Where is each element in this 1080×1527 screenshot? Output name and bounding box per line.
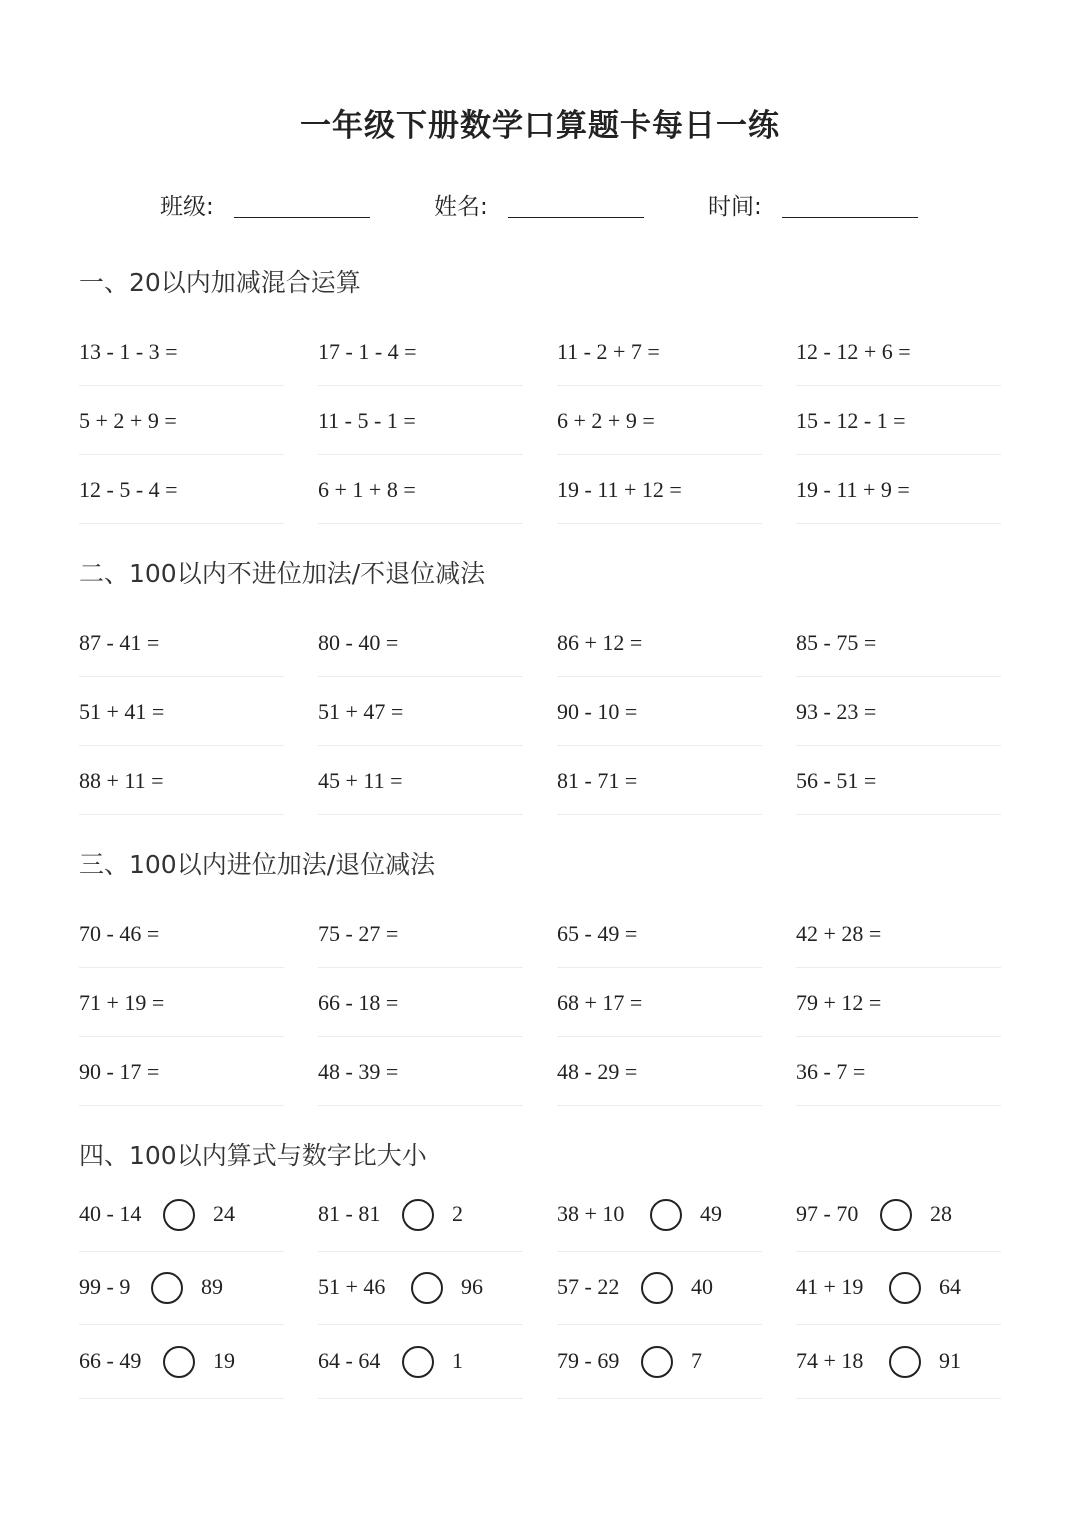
compare-answer-circle[interactable] [411,1272,443,1304]
problem-expression: 51 + 41 = [79,699,165,724]
compare-number: 2 [452,1201,463,1226]
problem-cell [557,616,762,685]
problem-expression: 81 - 71 = [557,768,638,793]
problem-cell [557,463,762,532]
compare-number: 89 [201,1274,223,1299]
compare-cell [557,1188,762,1261]
problem-cell [557,685,762,754]
answer-line [79,745,284,746]
compare-cell [79,1335,284,1408]
answer-line [796,814,1001,815]
answer-line [79,676,284,677]
problem-expression: 66 - 18 = [318,990,399,1015]
problem-expression: 19 - 11 + 9 = [796,477,910,502]
problem-expression: 68 + 17 = [557,990,643,1015]
answer-line [318,1324,523,1325]
compare-expression: 51 + 46 [318,1274,386,1299]
problem-expression: 42 + 28 = [796,921,882,946]
compare-answer-circle[interactable] [889,1272,921,1304]
problem-cell [796,685,1001,754]
problem-expression: 56 - 51 = [796,768,877,793]
compare-answer-circle[interactable] [641,1272,673,1304]
problem-expression: 75 - 27 = [318,921,399,946]
problem-cell [79,907,284,976]
problem-expression: 17 - 1 - 4 = [318,339,417,364]
answer-line [318,1251,523,1252]
problem-expression: 65 - 49 = [557,921,638,946]
problem-expression: 13 - 1 - 3 = [79,339,178,364]
problem-cell [796,976,1001,1045]
problem-expression: 6 + 2 + 9 = [557,408,655,433]
problem-cell [796,616,1001,685]
answer-line [318,745,523,746]
compare-expression: 57 - 22 [557,1274,620,1299]
compare-number: 19 [213,1348,235,1373]
compare-expression: 79 - 69 [557,1348,620,1373]
problem-expression: 90 - 10 = [557,699,638,724]
problem-expression: 11 - 5 - 1 = [318,408,416,433]
answer-line [79,1324,284,1325]
answer-line [79,814,284,815]
problem-expression: 19 - 11 + 12 = [557,477,682,502]
problem-expression: 88 + 11 = [79,768,164,793]
compare-answer-circle[interactable] [880,1199,912,1231]
problem-expression: 70 - 46 = [79,921,160,946]
problem-cell [557,976,762,1045]
answer-line [796,1324,1001,1325]
problem-cell [796,463,1001,532]
problem-expression: 71 + 19 = [79,990,165,1015]
compare-answer-circle[interactable] [163,1199,195,1231]
compare-answer-circle[interactable] [402,1199,434,1231]
problem-cell [557,907,762,976]
problem-cell [557,394,762,463]
problem-expression: 51 + 47 = [318,699,404,724]
problem-cell [557,325,762,394]
problem-expression: 12 - 12 + 6 = [796,339,911,364]
answer-line [318,967,523,968]
answer-line [318,1036,523,1037]
student-info-row [0,186,1080,226]
time-label: 时间: [708,194,762,220]
answer-line [79,523,284,524]
problem-cell [79,976,284,1045]
answer-line [796,454,1001,455]
problem-cell [79,754,284,823]
problem-expression: 6 + 1 + 8 = [318,477,416,502]
compare-number: 64 [939,1274,961,1299]
answer-line [318,1105,523,1106]
problem-cell [318,685,523,754]
compare-cell [318,1261,523,1334]
compare-expression: 99 - 9 [79,1274,131,1299]
compare-number: 24 [213,1201,235,1226]
compare-number: 49 [700,1201,722,1226]
problem-cell [557,1045,762,1114]
compare-expression: 38 + 10 [557,1201,625,1226]
answer-line [557,1105,762,1106]
compare-cell [557,1335,762,1408]
answer-line [318,454,523,455]
compare-answer-circle[interactable] [641,1346,673,1378]
class-input-line[interactable] [234,217,370,218]
problem-expression: 87 - 41 = [79,630,160,655]
problem-cell [796,1045,1001,1114]
problem-cell [79,463,284,532]
compare-expression: 74 + 18 [796,1348,864,1373]
answer-line [557,1036,762,1037]
answer-line [796,967,1001,968]
answer-line [796,745,1001,746]
answer-line [79,1398,284,1399]
answer-line [557,967,762,968]
problem-expression: 12 - 5 - 4 = [79,477,178,502]
compare-answer-circle[interactable] [163,1346,195,1378]
answer-line [796,1036,1001,1037]
section-title: 二、100以内不进位加法/不退位减法 [79,559,486,588]
answer-line [318,385,523,386]
problem-cell [318,394,523,463]
name-label: 姓名: [434,194,488,220]
problem-cell [318,907,523,976]
answer-line [79,385,284,386]
problem-cell [318,325,523,394]
compare-expression: 97 - 70 [796,1201,859,1226]
problem-cell [318,754,523,823]
problem-cell [79,1045,284,1114]
answer-line [557,454,762,455]
problem-expression: 80 - 40 = [318,630,399,655]
answer-line [79,1251,284,1252]
answer-line [796,1251,1001,1252]
compare-expression: 64 - 64 [318,1348,381,1373]
compare-answer-circle[interactable] [889,1346,921,1378]
answer-line [557,745,762,746]
compare-number: 40 [691,1274,713,1299]
answer-line [796,523,1001,524]
compare-answer-circle[interactable] [402,1346,434,1378]
problem-cell [318,1045,523,1114]
compare-cell [796,1188,1001,1261]
answer-line [796,1105,1001,1106]
compare-cell [796,1335,1001,1408]
answer-line [557,523,762,524]
problem-expression: 86 + 12 = [557,630,643,655]
compare-cell [318,1335,523,1408]
answer-line [796,385,1001,386]
compare-expression: 41 + 19 [796,1274,864,1299]
problem-cell [796,394,1001,463]
answer-line [557,1251,762,1252]
name-input-line[interactable] [508,217,644,218]
compare-number: 28 [930,1201,952,1226]
compare-cell [79,1188,284,1261]
problem-cell [79,325,284,394]
section-title: 四、100以内算式与数字比大小 [79,1141,427,1170]
answer-line [557,1324,762,1325]
problem-expression: 79 + 12 = [796,990,882,1015]
compare-number: 1 [452,1348,463,1373]
problem-cell [79,685,284,754]
page-title: 一年级下册数学口算题卡每日一练 [300,108,780,144]
answer-line [557,385,762,386]
answer-line [318,523,523,524]
problem-expression: 5 + 2 + 9 = [79,408,177,433]
problem-expression: 93 - 23 = [796,699,877,724]
answer-line [79,967,284,968]
problem-expression: 48 - 29 = [557,1059,638,1084]
compare-expression: 81 - 81 [318,1201,381,1226]
answer-line [318,814,523,815]
problem-cell [796,325,1001,394]
answer-line [318,1398,523,1399]
answer-line [796,676,1001,677]
problem-expression: 36 - 7 = [796,1059,866,1084]
section-title: 一、20以内加减混合运算 [79,268,361,297]
compare-expression: 66 - 49 [79,1348,142,1373]
problem-expression: 85 - 75 = [796,630,877,655]
problem-expression: 15 - 12 - 1 = [796,408,906,433]
compare-answer-circle[interactable] [650,1199,682,1231]
compare-cell [318,1188,523,1261]
problem-cell [796,754,1001,823]
problem-cell [796,907,1001,976]
answer-line [318,676,523,677]
problem-expression: 45 + 11 = [318,768,403,793]
answer-line [79,1036,284,1037]
answer-line [557,1398,762,1399]
problem-cell [79,616,284,685]
answer-line [557,676,762,677]
problem-cell [318,463,523,532]
problem-expression: 11 - 2 + 7 = [557,339,660,364]
compare-cell [79,1261,284,1334]
time-input-line[interactable] [782,217,918,218]
problem-cell [318,616,523,685]
compare-cell [796,1261,1001,1334]
compare-number: 96 [461,1274,483,1299]
problem-cell [557,754,762,823]
problem-expression: 90 - 17 = [79,1059,160,1084]
compare-number: 91 [939,1348,961,1373]
answer-line [796,1398,1001,1399]
answer-line [79,1105,284,1106]
compare-cell [557,1261,762,1334]
compare-number: 7 [691,1348,702,1373]
problem-cell [79,394,284,463]
compare-answer-circle[interactable] [151,1272,183,1304]
answer-line [557,814,762,815]
section-title: 三、100以内进位加法/退位减法 [79,850,436,879]
answer-line [79,454,284,455]
class-label: 班级: [160,194,214,220]
problem-expression: 48 - 39 = [318,1059,399,1084]
compare-expression: 40 - 14 [79,1201,142,1226]
problem-cell [318,976,523,1045]
